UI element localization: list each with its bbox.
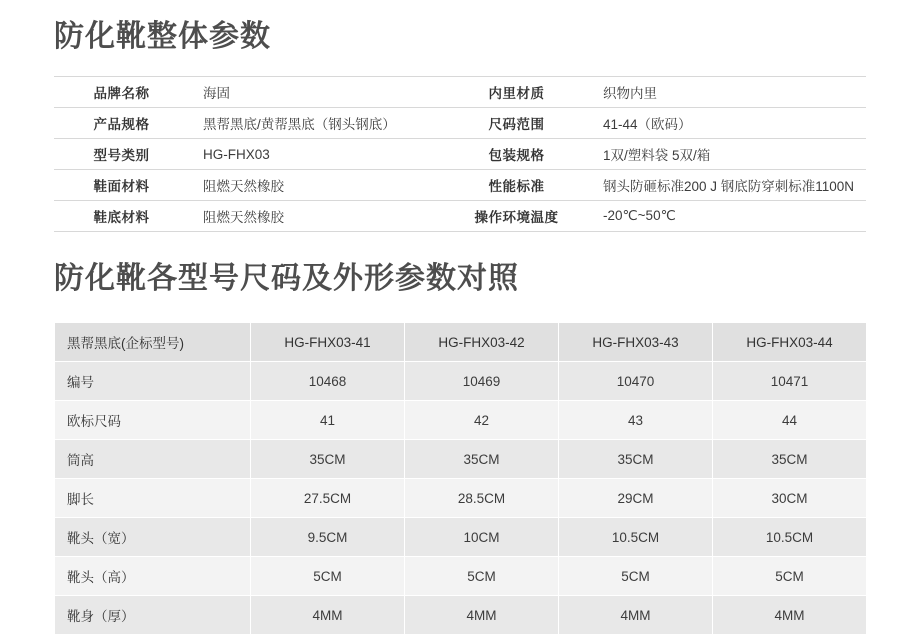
row-label: 靴头（高） xyxy=(55,557,251,596)
table-cell: 10469 xyxy=(405,362,559,401)
table-cell: 4MM xyxy=(713,596,867,635)
table-cell: 27.5CM xyxy=(251,479,405,518)
table-header-row xyxy=(55,323,867,362)
table-row xyxy=(55,401,867,440)
table-cell: 42 xyxy=(405,401,559,440)
table-row xyxy=(55,479,867,518)
page-title-overall-params: 防化靴整体参数 xyxy=(54,20,271,53)
table-cell: 35CM xyxy=(713,440,867,479)
row-label: 筒高 xyxy=(55,440,251,479)
table-cell: 10.5CM xyxy=(713,518,867,557)
table-cell: 41 xyxy=(251,401,405,440)
table-cell: 30CM xyxy=(713,479,867,518)
table-cell: 10CM xyxy=(405,518,559,557)
table-cell: 35CM xyxy=(405,440,559,479)
table-cell: 28.5CM xyxy=(405,479,559,518)
table-row xyxy=(54,170,866,201)
table-cell: 35CM xyxy=(251,440,405,479)
spec-value: 阻燃天然橡胶 xyxy=(189,170,444,201)
table-row xyxy=(55,518,867,557)
column-header-model: HG-FHX03-41 xyxy=(251,323,405,362)
table-row xyxy=(55,557,867,596)
column-header-model: HG-FHX03-44 xyxy=(713,323,867,362)
overall-params-table xyxy=(54,76,866,232)
table-cell: 10.5CM xyxy=(559,518,713,557)
spec-value: 1双/塑料袋 5双/箱 xyxy=(589,139,866,170)
spec-label: 包装规格 xyxy=(444,139,589,170)
column-header-model: HG-FHX03-42 xyxy=(405,323,559,362)
row-label: 欧标尺码 xyxy=(55,401,251,440)
table-row xyxy=(54,108,866,139)
spec-value: 阻燃天然橡胶 xyxy=(189,201,444,232)
table-cell: 4MM xyxy=(559,596,713,635)
spec-label: 鞋底材料 xyxy=(54,201,189,232)
table-row xyxy=(54,77,866,108)
table-cell: 5CM xyxy=(405,557,559,596)
table-cell: 10471 xyxy=(713,362,867,401)
table-cell: 44 xyxy=(713,401,867,440)
spec-label: 操作环境温度 xyxy=(444,201,589,232)
table-cell: 10468 xyxy=(251,362,405,401)
spec-value: 钢头防砸标准200 J 钢底防穿刺标准1100N xyxy=(589,170,866,201)
spec-label: 产品规格 xyxy=(54,108,189,139)
spec-value: 41-44（欧码） xyxy=(589,108,866,139)
size-comparison-table xyxy=(54,322,867,635)
table-cell: 5CM xyxy=(713,557,867,596)
row-label: 编号 xyxy=(55,362,251,401)
table-cell: 5CM xyxy=(251,557,405,596)
spec-label: 品牌名称 xyxy=(54,77,189,108)
table-cell: 4MM xyxy=(251,596,405,635)
table-cell: 35CM xyxy=(559,440,713,479)
table-cell: 4MM xyxy=(405,596,559,635)
spec-value: 海固 xyxy=(189,77,444,108)
spec-label: 鞋面材料 xyxy=(54,170,189,201)
page-title-size-comparison: 防化靴各型号尺码及外形参数对照 xyxy=(54,262,519,295)
spec-value: -20℃~50℃ xyxy=(589,201,866,232)
spec-label: 尺码范围 xyxy=(444,108,589,139)
table-cell: 10470 xyxy=(559,362,713,401)
table-row xyxy=(55,440,867,479)
column-header-model-label: 黑帮黑底(企标型号) xyxy=(55,323,251,362)
table-row xyxy=(54,139,866,170)
row-label: 靴头（宽） xyxy=(55,518,251,557)
row-label: 脚长 xyxy=(55,479,251,518)
spec-value: HG-FHX03 xyxy=(189,139,444,170)
table-cell: 5CM xyxy=(559,557,713,596)
spec-label: 型号类别 xyxy=(54,139,189,170)
column-header-model: HG-FHX03-43 xyxy=(559,323,713,362)
row-label: 靴身（厚） xyxy=(55,596,251,635)
spec-label: 性能标准 xyxy=(444,170,589,201)
table-cell: 43 xyxy=(559,401,713,440)
spec-value: 黑帮黑底/黄帮黑底（钢头钢底） xyxy=(189,108,444,139)
table-cell: 29CM xyxy=(559,479,713,518)
table-row xyxy=(55,362,867,401)
spec-value: 织物内里 xyxy=(589,77,866,108)
table-cell: 9.5CM xyxy=(251,518,405,557)
spec-label: 内里材质 xyxy=(444,77,589,108)
table-row xyxy=(55,596,867,635)
table-row xyxy=(54,201,866,232)
